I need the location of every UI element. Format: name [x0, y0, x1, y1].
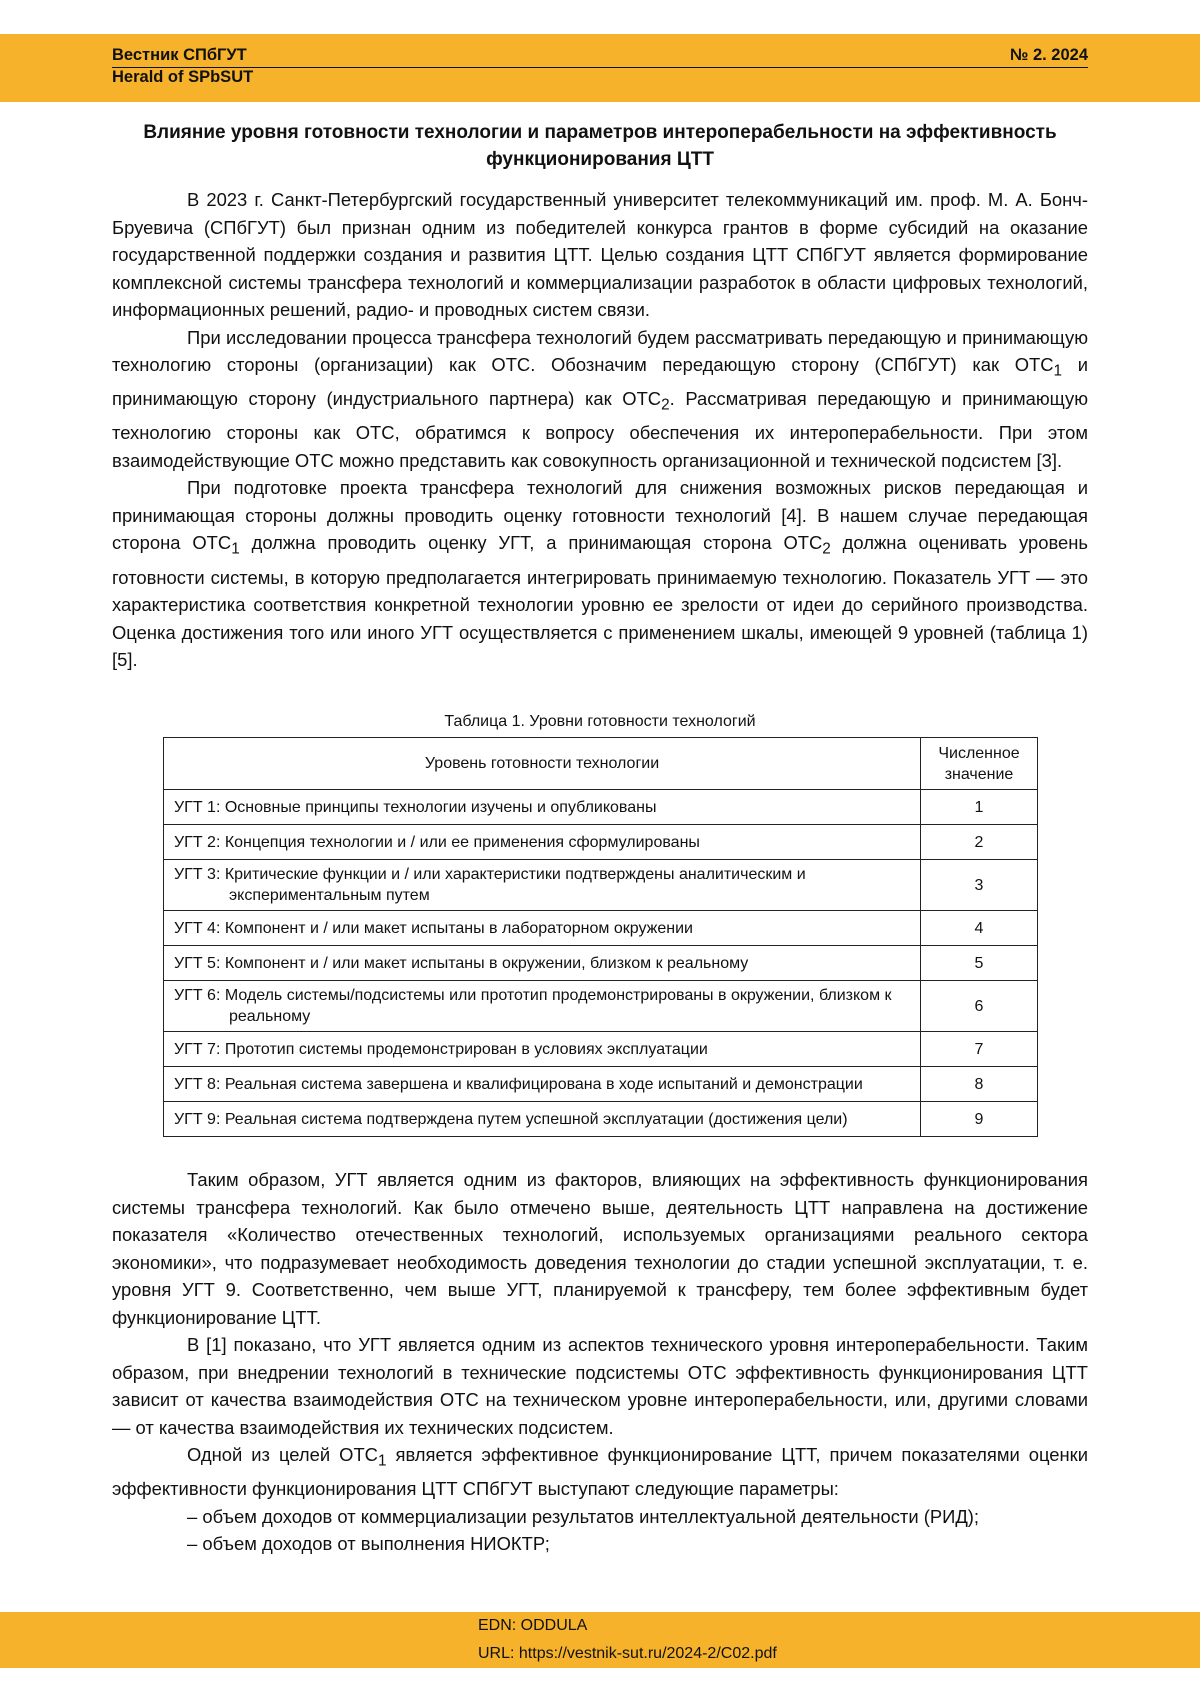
- row-value: 7: [921, 1032, 1038, 1067]
- trl-table: [163, 737, 1038, 1137]
- row-value: 1: [921, 790, 1038, 825]
- row-value: 2: [921, 825, 1038, 860]
- header-rule: [112, 67, 1088, 68]
- table-row: [164, 946, 1038, 981]
- table-row: [164, 860, 1038, 911]
- row-label: УГТ 8: Реальная система завершена и квалифицирована в ходе испытаний и демонстрации: [174, 1075, 863, 1093]
- row-label: УГТ 5: Компонент и / или макет испытаны в окружении, близком к реальному: [174, 954, 749, 972]
- body-text-bottom: [112, 1166, 1088, 1558]
- paragraph: Таким образом, УГТ является одним из факторов, влияющих на эффективность функционирования системы трансфера технологий. Как было отмечено выше, деятельность ЦТТ направлена на достижение показателя «Количество отечественных технологий, используемых организациями реального сектора экономики», что подразумевает необходимость доведения технологии до стадии успешной эксплуатации, т. е. уровня УГТ 9. Соответственно, чем выше УГТ, планируемой к трансферу, тем более эффективным будет функционирование ЦТТ.: [112, 1169, 1088, 1328]
- edn-label: EDN: ODDULA: [478, 1617, 588, 1634]
- table-row: [164, 790, 1038, 825]
- issue-number: № 2. 2024: [1009, 46, 1088, 64]
- paragraph: В 2023 г. Санкт-Петербургский государственный университет телекоммуникаций им. проф. М. А. Бонч-Бруевича (СПбГУТ) был признан одним из победителей конкурса грантов в форме субсидий на оказание государственной поддержки создания и развития ЦТТ. Целью создания ЦТТ СПбГУТ является формирование комплексной системы трансфера технологий и коммерциализации разработок в области цифровых технологий, информационных решений, радио- и проводных систем связи.: [112, 189, 1088, 320]
- article-section-title: Влияние уровня готовности технологии и параметров интероперабельности на эффективность функционирования ЦТТ: [143, 122, 1057, 170]
- paragraph: В [1] показано, что УГТ является одним из аспектов технического уровня интероперабельности. Таким образом, при внедрении технологий в технические подсистемы ОТС эффективность функционирования ЦТТ зависит от качества взаимодействия ОТС на техническом уровне интероперабельности, или, другими словами — от качества взаимодействия их технических подсистем.: [112, 1334, 1088, 1438]
- row-label: УГТ 4: Компонент и / или макет испытаны в лабораторном окружении: [174, 919, 693, 937]
- row-value: 4: [921, 911, 1038, 946]
- table-row: [164, 1032, 1038, 1067]
- row-value: 8: [921, 1067, 1038, 1102]
- paragraph: При исследовании процесса трансфера технологий будем рассматривать передающую и принимающую технологию стороны (организации) как ОТС. Обозначим передающую сторону (СПбГУТ) как $ОТС_1$ и принимающую сторону (индустриального партнера) как $ОТС_2$. Рассматривая передающую и принимающую технологию стороны как ОТС, обратимся к вопросу обеспечения их интероперабельности. При этом взаимодействующие ОТС можно представить как совокупность организационной и технической подсистем [3].: [112, 326, 1088, 471]
- row-value: 3: [921, 860, 1038, 911]
- paragraph: При подготовке проекта трансфера технологий для снижения возможных рисков передающая и принимающая стороны должны проводить оценку готовности технологий [4]. В нашем случае передающая сторона $ОТС_1$ должна проводить оценку УГТ, а принимающая сторона $ОТС_2$ должна оценивать уровень готовности системы, в которую предполагается интегрировать принимаемую технологию. Показатель УГТ — это характеристика соответствия конкретной технологии уровню ее зрелости от идеи до серийного производства. Оценка достижения того или иного УГТ осуществляется с применением шкалы, имеющей 9 уровней (таблица 1) [5].: [112, 477, 1088, 671]
- table-row: [164, 825, 1038, 860]
- table-row: [164, 1067, 1038, 1102]
- article-url[interactable]: URL: https://vestnik-sut.ru/2024-2/C02.pdf: [478, 1645, 777, 1662]
- row-label: УГТ 7: Прототип системы продемонстрирован в условиях эксплуатации: [174, 1040, 708, 1058]
- paragraph: Одной из целей $ОТС_1$ является эффективное функционирование ЦТТ, причем показателями оценки эффективности функционирования ЦТТ СПбГУТ выступают следующие параметры:: [112, 1444, 1088, 1500]
- subscript: 2: [661, 396, 670, 414]
- table-row: [164, 911, 1038, 946]
- table-row: [164, 1102, 1038, 1137]
- row-label: УГТ 6: Модель системы/подсистемы или прототип продемонстрированы в окружении, близком к реальному: [174, 987, 892, 1025]
- table-header-row: [164, 738, 1038, 790]
- row-value: 5: [921, 946, 1038, 981]
- row-value: 9: [921, 1102, 1038, 1137]
- row-label: УГТ 3: Критические функции и / или характеристики подтверждены аналитическим и экспериментальным путем: [174, 866, 806, 904]
- journal-name-ru: Вестник СПбГУТ: [112, 46, 247, 64]
- table-row: [164, 981, 1038, 1032]
- list-item: – объем доходов от выполнения НИОКТР;: [187, 1533, 550, 1555]
- subscript: 1: [231, 541, 240, 559]
- body-text-top: [112, 186, 1088, 674]
- subscript: 1: [377, 1452, 387, 1470]
- subscript: 1: [1053, 362, 1063, 380]
- row-label: УГТ 1: Основные принципы технологии изучены и опубликованы: [174, 798, 657, 816]
- row-label: УГТ 9: Реальная система подтверждена путем успешной эксплуатации (достижения цели): [174, 1110, 848, 1128]
- journal-name-en: Herald of SPbSUT: [112, 68, 254, 86]
- row-label: УГТ 2: Концепция технологии и / или ее применения сформулированы: [174, 833, 700, 851]
- row-value: 6: [921, 981, 1038, 1032]
- journal-name: [112, 44, 253, 88]
- table-caption: Таблица 1. Уровни готовности технологий: [444, 713, 756, 730]
- list-item: – объем доходов от коммерциализации результатов интеллектуальной деятельности (РИД);: [187, 1505, 980, 1527]
- subscript: 2: [822, 541, 831, 559]
- column-header-value: Численное значение: [921, 738, 1038, 790]
- column-header-level: Уровень готовности технологии: [164, 738, 921, 790]
